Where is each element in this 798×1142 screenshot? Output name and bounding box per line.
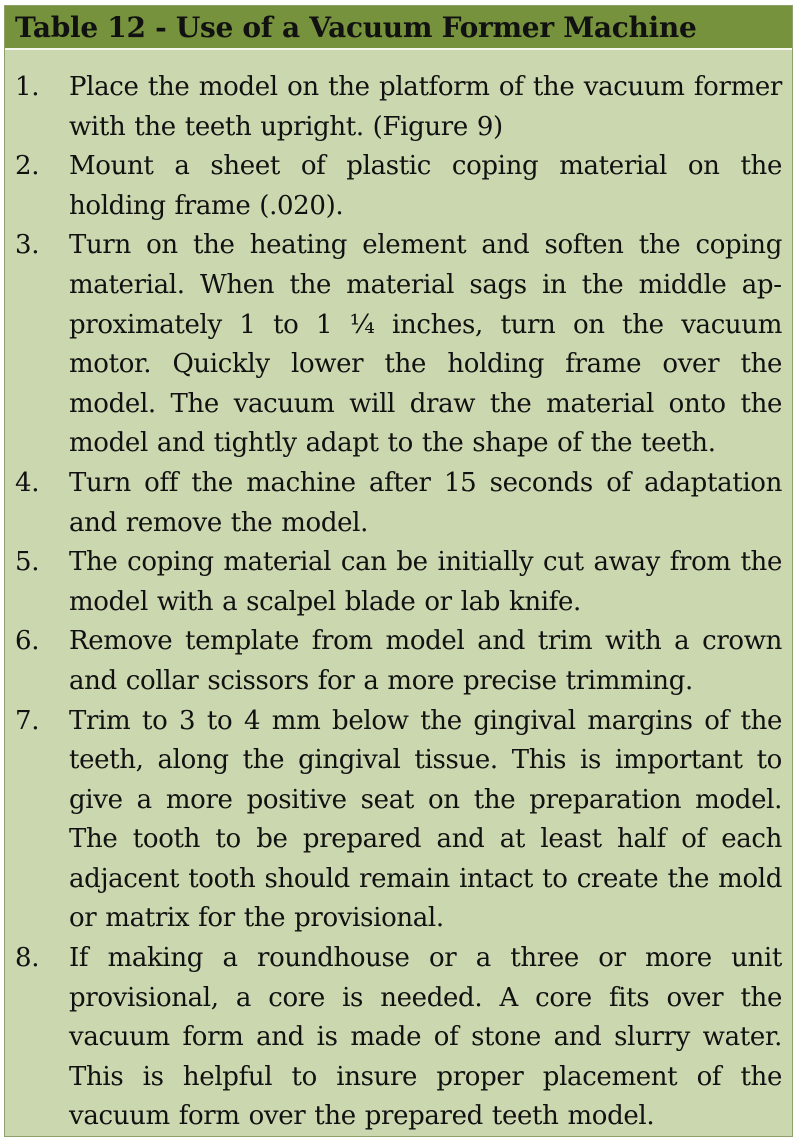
step-number: 1. — [15, 72, 40, 102]
step-item — [5, 622, 782, 701]
step-text: Turn off the machine after 15 seconds of adaptation and remove the model. — [69, 467, 782, 538]
step-number: 3. — [15, 230, 40, 261]
procedure-table — [4, 5, 793, 1137]
step-number: 6. — [15, 626, 40, 657]
step-number: 4. — [15, 467, 40, 498]
table-header — [5, 6, 792, 50]
step-text: Remove template from model and trim with a crown and collar scissors for a more precise trimming. — [69, 626, 782, 696]
step-item — [5, 68, 782, 147]
step-item — [5, 464, 782, 543]
step-item — [5, 702, 782, 940]
step-text: Place the model on the platform of the vacuum former with the teeth upright. (Figure 9) — [69, 72, 782, 142]
step-text: Turn on the heating element and soften the coping material. When the material sags in the middle approximately 1 to 1 ¼ inches, turn on the vacuum motor. Quickly lower the holding frame over the model. The vacuum will draw the material onto the model and tightly adapt to the shape of the teeth. — [69, 230, 782, 459]
step-number: 2. — [15, 151, 40, 182]
step-item — [5, 226, 782, 464]
step-text: The coping material can be initially cut away from the model with a scalpel blade or lab knife. — [69, 547, 782, 617]
step-item — [5, 543, 782, 622]
step-item — [5, 939, 782, 1137]
step-text: Mount a sheet of plastic coping material on the holding frame (.020). — [69, 151, 782, 221]
step-number: 7. — [15, 705, 40, 736]
table-title: Table 12 - Use of a Vacuum Former Machine — [15, 10, 697, 44]
step-text: If making a roundhouse or a three or more unit provisional, a core is needed. A core fits over the vacuum form and is made of stone and slurry water. This is helpful to insure proper placement of the vacuum form over the prepared teeth model. — [69, 943, 782, 1132]
steps-list — [5, 50, 792, 1137]
step-item — [5, 147, 782, 226]
step-text: Trim to 3 to 4 mm below the gingival margins of the teeth, along the gingival tissue. This is important to give a more positive seat on the preparation model. The tooth to be prepared and at least half of each adjacent tooth should remain intact to create the mold or matrix for the provisional. — [69, 705, 782, 934]
step-number: 5. — [15, 547, 40, 578]
step-number: 8. — [15, 943, 40, 974]
